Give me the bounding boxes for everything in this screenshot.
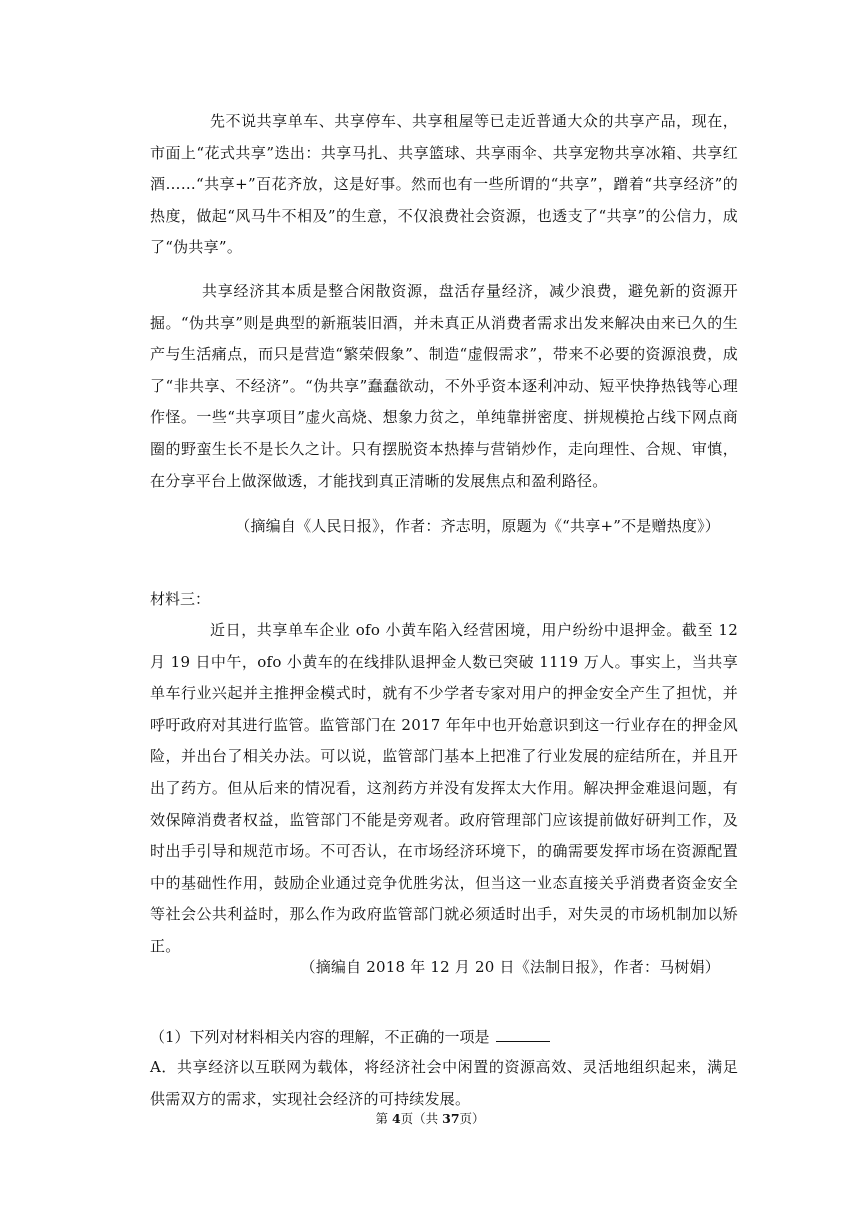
- material3-label: 材料三：: [150, 590, 211, 608]
- footer-suffix: 页）: [459, 1111, 485, 1126]
- material2-source: （摘编自《人民日报》，作者：齐志明，原题为《“共享+”不是赠热度》）: [235, 517, 720, 535]
- material2-paragraph-2: 共享经济其本质是整合闲散资源，盘活存量经济，减少浪费，避免新的资源开掘。“伪共享”则是典型的新瓶装旧酒，并未真正从消费者需求出发来解决由来已久的生产与生活痛点，而只是营造“繁荣假象”、制造“虚假需求”，带来不必要的资源浪费，成了“非共享、不经济”。“伪共享”蠢蠢欲动，不外乎资本逐利冲动、短平快挣热钱等心理作怪。一些“共享项目”虚火高烧、想象力贫之，单纯靠拼密度、拼规模抢占线下网点商圈的野蛮生长不是长久之计。只有摆脱资本热捧与营销炒作，走向理性、合规、审慎，在分享平台上做深做透，才能找到真正清晰的发展焦点和盈利路径。: [150, 282, 738, 490]
- question-stem-line: [150, 1022, 550, 1053]
- answer-blank: [496, 1025, 550, 1042]
- footer-total-pages: 37: [442, 1111, 460, 1126]
- footer-page-number: 4: [391, 1111, 401, 1126]
- question-stem: （1）下列对材料相关内容的理解，不正确的一项是: [150, 1028, 490, 1046]
- page-footer: [0, 1110, 860, 1128]
- footer-prefix: 第: [375, 1111, 392, 1126]
- option-a: A．共享经济以互联网为载体，将经济社会中闲置的资源高效、灵活地组织起来，满足供需双方的需求，实现社会经济的可持续发展。: [150, 1058, 738, 1108]
- material3-paragraph: 近日，共享单车企业 ofo 小黄车陷入经营困境，用户纷纷中退押金。截至 12 月 19 日中午，ofo 小黄车的在线排队退押金人数已突破 1119 万人。事实上，当共享单车行业兴起并主推押金模式时，就有不少学者专家对用户的押金安全产生了担忧，并呼吁政府对其进行监管。监管部门在 2017 年年中也开始意识到这一行业存在的押金风险，并出台了相关办法。可以说，监管部门基本上把准了行业发展的症结所在，并且开出了药方。但从后来的情况看，这剂药方并没有发挥太大作用。解决押金难退问题，有效保障消费者权益，监管部门不能是旁观者。政府管理部门应该提前做好研判工作，及时出手引导和规范市场。不可否认，在市场经济环境下，的确需要发挥市场在资源配置中的基础性作用，鼓励企业通过竞争优胜劣汰，但当这一业态直接关乎消费者资金安全等社会公共利益时，那么作为政府监管部门就必须适时出手，对失灵的市场机制加以矫正。: [150, 621, 738, 955]
- material2-paragraph-1: 先不说共享单车、共享停车、共享租屋等已走近普通大众的共享产品，现在，市面上“花式共享”迭出：共享马扎、共享篮球、共享雨伞、共享宠物共享冰箱、共享红酒……“共享+”百花齐放，这是好事。然而也有一些所谓的“共享”，蹭着“共享经济”的热度，做起“风马牛不相及”的生意，不仅浪费社会资源，也透支了“共享”的公信力，成了“伪共享”。: [150, 112, 738, 257]
- material3-source: （摘编自 2018 年 12 月 20 日《法制日报》，作者：马树娟）: [300, 958, 720, 976]
- footer-middle: 页（共: [400, 1111, 443, 1126]
